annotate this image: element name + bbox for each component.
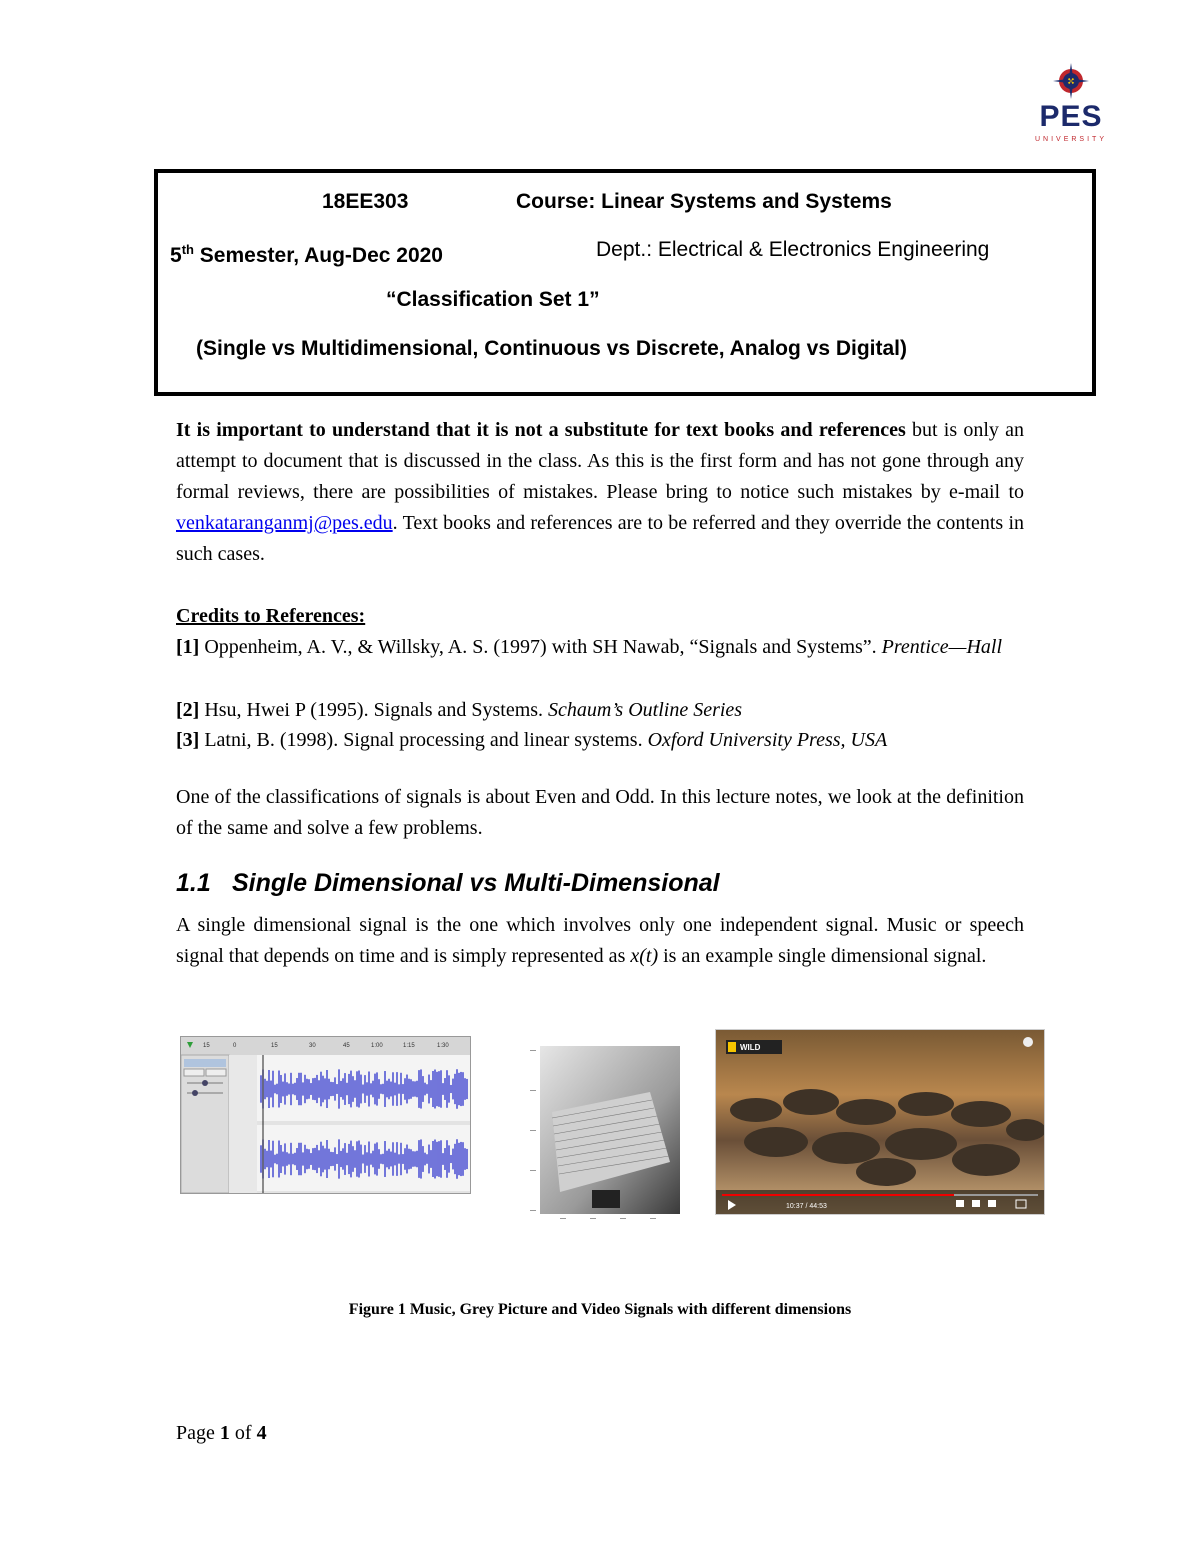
reference-1: [1] Oppenheim, A. V., & Willsky, A. S. (1997) with SH Nawab, “Signals and Systems”. Prentice—Hall [176,636,1003,658]
reference-3: [3] Latni, B. (1998). Signal processing and linear systems. Oxford University Press, USA [176,729,888,751]
video-player-frame [716,1030,1044,1214]
logo-text: PES [1039,100,1103,133]
lecture-note-paragraph: One of the classifications of signals is about Even and Odd. In this lecture notes, we look at the definition of the same and solve a few problems. [176,786,1024,839]
grey-image-plot [520,1042,682,1228]
pes-university-logo [1030,62,1112,152]
audio-editor-screenshot [181,1037,470,1193]
math-expression: x(t) [630,945,659,967]
grey-picture-figure [520,1042,682,1228]
compass-emblem-icon [1052,62,1090,100]
tick-label: 1:00 [371,1043,383,1049]
figure-caption: Figure 1 Music, Grey Picture and Video Signals with different dimensions [348,1301,852,1318]
tick-label: 15 [203,1043,210,1049]
section-paragraph: A single dimensional signal is the one which involves only one independent signal. Music or speech signal that depends on time and is simply represented as x(t) is an example single dimensional signal. [176,914,1024,967]
tick-label: 30 [309,1043,316,1049]
page-number: Page 1 of 4 [176,1422,267,1444]
video-badge: WILD [740,1043,761,1052]
topics-line: (Single vs Multidimensional, Continuous vs Discrete, Analog vs Digital) [196,337,907,360]
logo-subtext: UNIVERSITY [1034,136,1107,143]
set-title: “Classification Set 1” [386,288,600,311]
course-title: Course: Linear Systems and Systems [516,190,892,213]
email-link[interactable]: venkataranganmj@pes.edu [176,512,393,534]
tick-label: 1:15 [403,1043,415,1049]
video-time: 10:37 / 44:53 [786,1203,827,1210]
course-header-box [154,169,1096,396]
tick-label: 1:30 [437,1043,449,1049]
course-code: 18EE303 [322,190,409,213]
disclaimer-paragraph: It is important to understand that it is not a substitute for text books and references but is only an attempt to document that is discussed in the class. As this is the first form and has not gone through any formal reviews, there are possibilities of mistakes. Please bring to notice such mistakes by e-mail to venkataranganmj@pes.edu. Text books and references are to be referred and they override the contents in such cases. [176,419,1024,565]
video-figure [715,1029,1045,1215]
reference-2: [2] Hsu, Hwei P (1995). Signals and Systems. Schaum’s Outline Series [176,699,743,721]
department-label: Dept.: Electrical & Electronics Engineering [596,238,990,261]
tick-label: 15 [271,1043,278,1049]
tick-label: 0 [233,1043,237,1049]
tick-label: 45 [343,1043,350,1049]
semester-label: 5th Semester, Aug-Dec 2020 [170,242,443,267]
audio-waveform-figure [180,1036,471,1194]
section-heading: 1.1 Single Dimensional vs Multi-Dimensional [176,869,720,897]
credits-heading: Credits to References: [176,605,366,627]
